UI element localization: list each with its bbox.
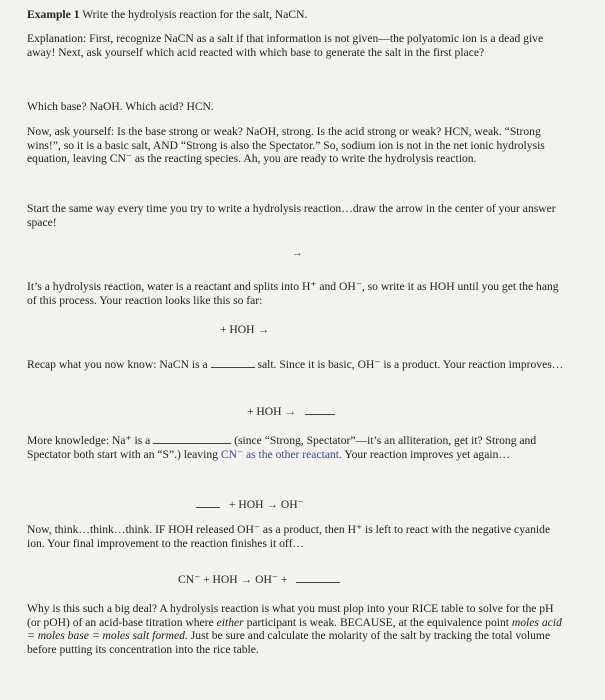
why-either: either: [216, 615, 244, 629]
recap-text-b: salt. Since it is basic, OH⁻ is a product. Your reaction improves…: [257, 358, 564, 371]
more-text-c: Your reaction improves yet again…: [344, 447, 510, 461]
equation-4-text: CN⁻ + HOH → OH⁻ +: [178, 573, 288, 586]
why-text-b: participant is weak. BECAUSE, at the equivalence point: [246, 615, 509, 629]
equation-2: [247, 404, 335, 418]
equation-2-blank[interactable]: [305, 404, 335, 415]
equation-4-blank[interactable]: [296, 572, 340, 583]
more-knowledge-paragraph: [27, 433, 567, 461]
recap-text-a: Recap what you now know: NaCN is a: [27, 358, 208, 371]
why-text-c: Just be sure and calculate the molarity of the salt by tracking the total volume before putting its concentration into the rice table.: [27, 629, 551, 656]
explanation-paragraph: Explanation: First, recognize NaCN as a salt if that information is not given—the polyatomic ion is a dead give away! Next, ask yourself which acid reacted with which base to generate the salt in the first place?: [27, 32, 544, 59]
more-text-blue: CN⁻ as the other reactant.: [220, 447, 342, 461]
recap-paragraph: [27, 357, 567, 372]
more-text-b: (since “Strong, Spectator”—it’s an alliteration, get it? Strong and Spectator both start with an “S”.) leaving: [27, 434, 537, 461]
why-paragraph: [27, 602, 567, 656]
example-prompt: Write the hydrolysis reaction for the salt, NaCN.: [82, 8, 308, 21]
equation-1: + HOH →: [220, 323, 270, 336]
think-paragraph: Now, think…think…think. IF HOH released OH⁻ as a product, then H⁺ is left to react with the negative cyanide ion. Your final improvement to the reaction finishes it off…: [27, 523, 551, 550]
equation-4: [178, 572, 340, 586]
equation-2-text: + HOH →: [247, 405, 297, 418]
reaction-arrow-1: →: [292, 247, 303, 259]
example-heading: [27, 8, 567, 22]
recap-blank[interactable]: [211, 357, 255, 368]
why-text-a: Why is this such a big deal? A hydrolysis reaction is what you must plop into your RICE table to solve for the pH (or pOH) of an acid-base titration where: [27, 602, 554, 629]
equation-3: [196, 497, 304, 511]
which-line: Which base? NaOH. Which acid? HCN.: [27, 100, 214, 113]
now-ask-paragraph: Now, ask yourself: Is the base strong or weak? NaOH, strong. Is the acid strong or weak? HCN, weak. “Strong wins!”, so it is a basic salt, AND “Strong is also the Spectator.” So, sodium ion is not in the net ionic hydrolysis equation, leaving CN⁻ as the reacting species. Ah, you are ready to write the hydrolysis reaction.: [27, 125, 545, 165]
equation-3-text: + HOH → OH⁻: [228, 498, 304, 511]
more-text-a: More knowledge: Na⁺ is a: [27, 434, 151, 447]
why-moles: moles acid = moles base = moles salt formed.: [27, 615, 562, 642]
equation-3-blank[interactable]: [196, 497, 220, 508]
water-paragraph: It’s a hydrolysis reaction, water is a reactant and splits into H⁺ and OH⁻, so write it as HOH until you get the hang of this process. Your reaction looks like this so far:: [27, 280, 559, 307]
more-blank[interactable]: [153, 433, 231, 444]
start-paragraph: Start the same way every time you try to write a hydrolysis reaction…draw the arrow in the center of your answer space!: [27, 202, 556, 229]
example-title: Example 1: [27, 8, 80, 21]
